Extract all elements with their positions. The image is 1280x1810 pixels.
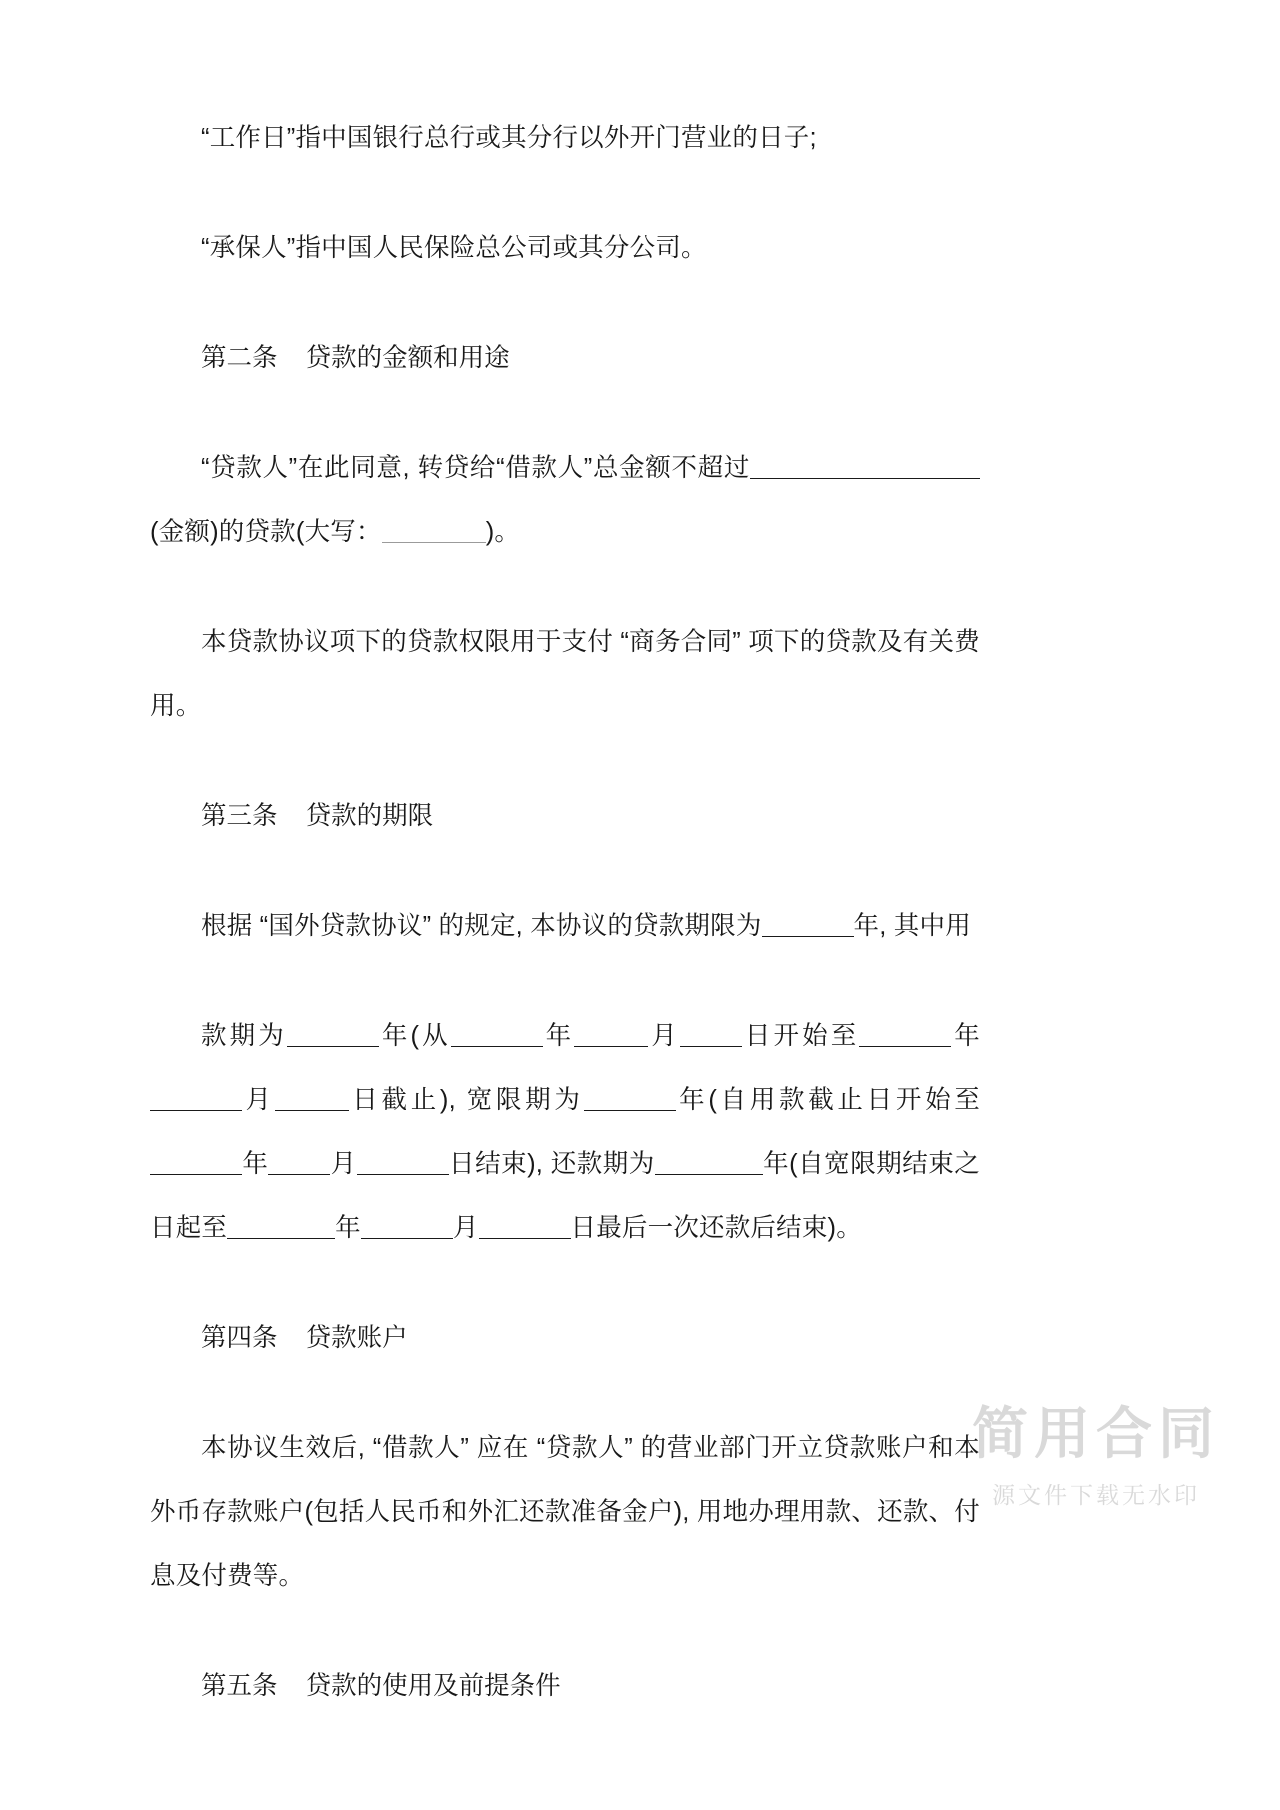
draw-period-label: 款期为 xyxy=(201,1022,287,1050)
article-2-paragraph-2: 本贷款协议项下的贷款权限用于支付 “商务合同” 项下的贷款及有关费用。 xyxy=(150,628,980,720)
spacer-after-art3 xyxy=(150,1260,980,1306)
art3-text-b: 年, 其中用 xyxy=(853,912,971,940)
art3-t15: 月 xyxy=(452,1214,479,1242)
grace-end-day-blank xyxy=(357,1150,449,1175)
grace-end-year-blank xyxy=(150,1150,242,1175)
spacer-after-workday xyxy=(150,170,980,216)
repay-years-blank xyxy=(655,1150,763,1175)
draw-years-blank xyxy=(287,1022,379,1047)
heading-article-4-number: 第四条 xyxy=(201,1324,278,1352)
top-spacer xyxy=(150,0,980,60)
art2-text-c: )。 xyxy=(485,518,521,546)
draw-start-day-blank xyxy=(680,1022,742,1047)
art3-t16: 日最后一次还款后结束)。 xyxy=(570,1214,862,1242)
amount-words-blank xyxy=(382,518,486,543)
art3-t10: 年 xyxy=(242,1150,269,1178)
art3-t7: 月 xyxy=(242,1086,275,1114)
grace-end-month-blank xyxy=(268,1150,330,1175)
heading-article-4 xyxy=(150,1306,980,1370)
spacer-after-h3 xyxy=(150,848,980,894)
art3-t4: 月 xyxy=(648,1022,680,1050)
top-spacer-2 xyxy=(150,60,980,106)
art3-t5: 日开始至 xyxy=(741,1022,860,1050)
heading-article-2-title: 贷款的金额和用途 xyxy=(305,344,510,372)
art3-text-a: 根据 “国外贷款协议” 的规定, 本协议的贷款期限为 xyxy=(201,912,762,940)
heading-article-3-title: 贷款的期限 xyxy=(305,802,434,830)
spacer-after-art4 xyxy=(150,1608,980,1654)
draw-end-month-blank xyxy=(150,1086,242,1111)
spacer-art3-p1 xyxy=(150,958,980,1004)
repay-end-day-blank xyxy=(479,1214,571,1239)
watermark-note: 源文件下载无水印 xyxy=(992,1482,1200,1508)
repay-end-month-blank xyxy=(361,1214,453,1239)
heading-article-2-number: 第二条 xyxy=(201,344,278,372)
article-4-paragraph-1: 本协议生效后, “借款人” 应在 “贷款人” 的营业部门开立贷款账户和本外币存款账户(包括人民币和外汇还款准备金户), 用地办理用款、还款、付息及付费等。 xyxy=(150,1434,980,1590)
document-body xyxy=(150,0,980,1718)
art3-t3: 年 xyxy=(542,1022,575,1050)
definition-workday: “工作日”指中国银行总行或其分行以外开门营业的日子; xyxy=(201,124,817,152)
art3-t14: 年 xyxy=(335,1214,361,1242)
heading-article-5-title: 贷款的使用及前提条件 xyxy=(305,1672,561,1700)
amount-blank xyxy=(750,454,980,479)
art3-t11: 月 xyxy=(330,1150,357,1178)
repay-end-year-blank xyxy=(227,1214,335,1239)
art3-t2: 年(从 xyxy=(378,1022,451,1050)
heading-article-5-number: 第五条 xyxy=(201,1672,278,1700)
loan-term-years-blank xyxy=(762,912,854,937)
heading-article-3-number: 第三条 xyxy=(201,802,278,830)
article-3-paragraph-2 xyxy=(150,1004,980,1260)
spacer-after-insurer xyxy=(150,280,980,326)
art3-t12: 日结束), 还款期为 xyxy=(448,1150,655,1178)
draw-end-day-blank xyxy=(275,1086,349,1111)
spacer-after-h4 xyxy=(150,1370,980,1416)
heading-article-4-title: 贷款账户 xyxy=(305,1324,408,1352)
art2-text-b: (金额)的贷款(大写： xyxy=(150,518,382,546)
article-2-paragraph-1 xyxy=(150,436,980,564)
art3-t8: 日截止), 宽限期为 xyxy=(348,1086,584,1114)
heading-article-5 xyxy=(150,1654,980,1718)
draw-start-month-blank xyxy=(574,1022,648,1047)
draw-end-year-blank xyxy=(859,1022,951,1047)
art3-t9: 年(自用款截止日开始至 xyxy=(675,1086,980,1114)
spacer-art2-p1 xyxy=(150,564,980,610)
watermark-brand: 简用合同 xyxy=(972,1402,1220,1466)
spacer-after-art2 xyxy=(150,738,980,784)
heading-article-2 xyxy=(150,326,980,390)
art3-t6: 年 xyxy=(951,1022,981,1050)
heading-article-3 xyxy=(150,784,980,848)
art2-text-a: “贷款人”在此同意, 转贷给“借款人”总金额不超过 xyxy=(201,454,750,482)
definition-insurer: “承保人”指中国人民保险总公司或其分公司。 xyxy=(201,234,707,262)
grace-years-blank xyxy=(584,1086,676,1111)
draw-start-year-blank xyxy=(451,1022,543,1047)
article-3-paragraph-1 xyxy=(150,894,980,958)
art3-t13: 年(自宽限期结束之日起至 xyxy=(150,1150,981,1242)
spacer-after-h2 xyxy=(150,390,980,436)
watermark xyxy=(972,1403,1220,1510)
